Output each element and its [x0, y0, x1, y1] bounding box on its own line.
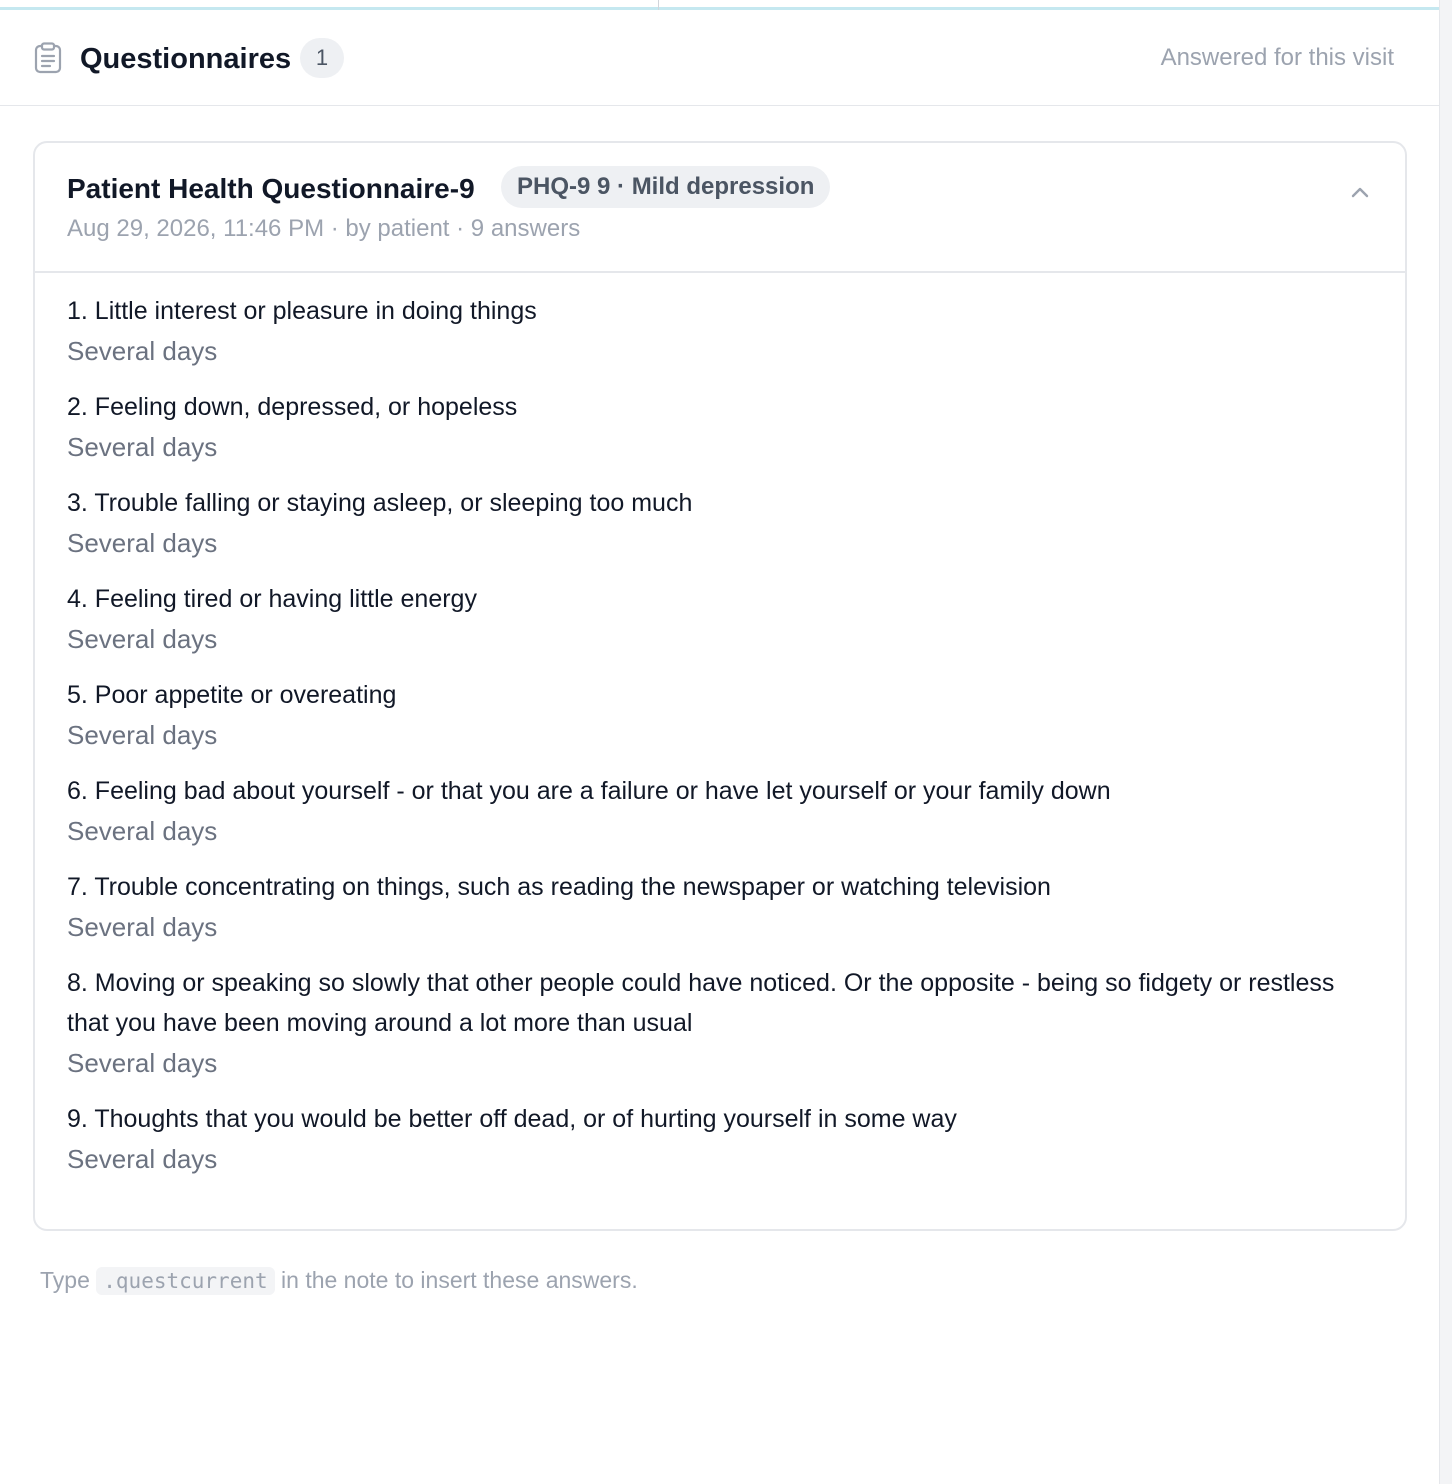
questionnaire-title: Patient Health Questionnaire-9	[67, 173, 475, 204]
questionnaire-meta: Aug 29, 2026, 11:46 PM · by patient · 9 answers	[67, 215, 581, 242]
answer-text: Several days	[67, 336, 218, 366]
hint-prefix: Type	[40, 1267, 90, 1293]
page-title: Questionnaires	[80, 43, 292, 75]
score-badge: PHQ-9 9 · Mild depression	[501, 166, 830, 208]
question-text: 5. Poor appetite or overeating	[67, 681, 397, 709]
question-text: 4. Feeling tired or having little energy	[67, 585, 477, 613]
questionnaire-card	[33, 141, 1407, 1231]
questionnaire-card-header[interactable]	[35, 143, 1405, 273]
answer-text: Several days	[67, 912, 218, 942]
answers-list	[67, 291, 1367, 1195]
list-item	[67, 1099, 1367, 1179]
list-item	[67, 483, 1367, 563]
answer-text: Several days	[67, 1144, 218, 1174]
list-item	[67, 675, 1367, 755]
questionnaires-header	[0, 12, 1440, 106]
hint-command: .questcurrent	[96, 1267, 274, 1295]
top-accent-divider	[658, 0, 659, 10]
list-item	[67, 579, 1367, 659]
question-text: 7. Trouble concentrating on things, such as reading the newspaper or watching television	[67, 873, 1051, 901]
list-item	[67, 291, 1367, 371]
clipboard-icon	[33, 42, 63, 74]
answer-text: Several days	[67, 1048, 218, 1078]
question-text: 2. Feeling down, depressed, or hopeless	[67, 393, 518, 421]
header-subtitle: Answered for this visit	[1160, 44, 1394, 71]
answer-text: Several days	[67, 816, 218, 846]
answer-text: Several days	[67, 528, 218, 558]
top-accent-bar	[0, 0, 1440, 10]
chevron-up-icon[interactable]	[1345, 177, 1375, 207]
list-item	[67, 963, 1367, 1083]
questionnaire-count-badge: 1	[300, 38, 344, 78]
answer-text: Several days	[67, 720, 218, 750]
answer-text: Several days	[67, 624, 218, 654]
question-text: 1. Little interest or pleasure in doing things	[67, 297, 537, 325]
question-text: 6. Feeling bad about yourself - or that you are a failure or have let yourself or your family down	[67, 777, 1111, 805]
question-text: 9. Thoughts that you would be better off dead, or of hurting yourself in some way	[67, 1105, 957, 1133]
insert-hint	[40, 1263, 638, 1298]
question-text: 3. Trouble falling or staying asleep, or sleeping too much	[67, 489, 693, 517]
question-text: 8. Moving or speaking so slowly that other people could have noticed. Or the opposite - being so fidgety or restless that you have been moving around a lot more than usual	[67, 969, 1335, 1037]
list-item	[67, 387, 1367, 467]
list-item	[67, 771, 1367, 851]
scrollbar-track[interactable]	[1439, 0, 1452, 1484]
answer-text: Several days	[67, 432, 218, 462]
list-item	[67, 867, 1367, 947]
hint-suffix: in the note to insert these answers.	[281, 1267, 638, 1293]
